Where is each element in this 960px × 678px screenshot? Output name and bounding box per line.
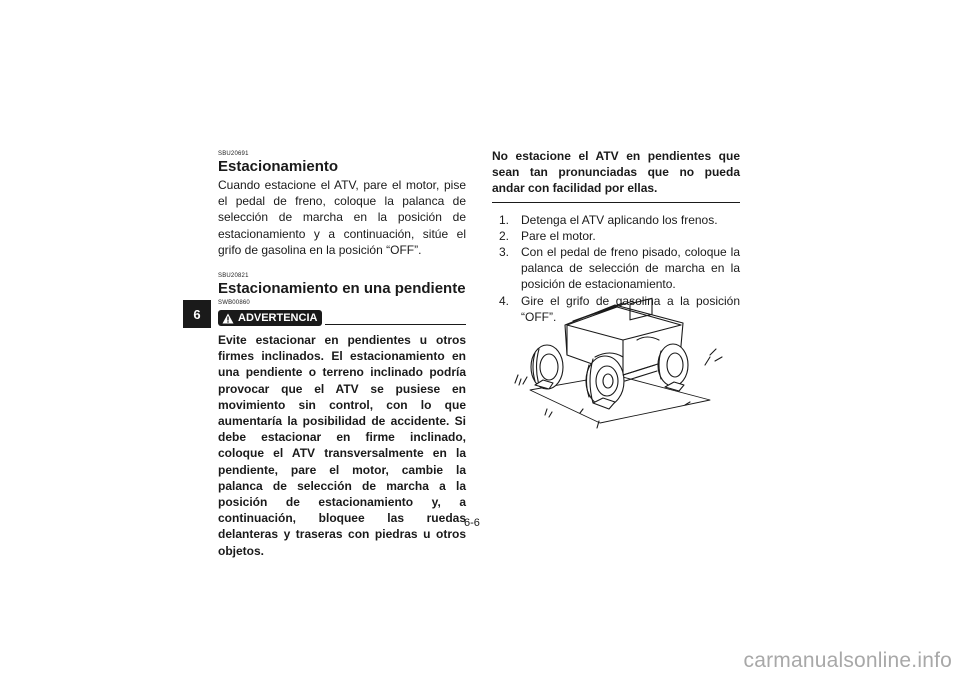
list-item: 4. Gire el grifo de gasolina a la posición “OFF”.: [499, 293, 740, 324]
section-code: SBU20691: [218, 151, 249, 157]
section-body-parking: Cuando estacione el ATV, pare el motor, pise el pedal de freno, coloque la palanca de selección de marcha en la posición de estacionamiento y a continuación, sitúe el grifo de gasolina en la posición “OFF”.: [218, 178, 466, 257]
page-number: 6-6: [464, 517, 480, 529]
warning-triangle-icon: [222, 313, 234, 324]
warning-code: SWB00860: [218, 300, 250, 307]
caution-text: No estacione el ATV en pendientes que sean tan pronunciadas que no pueda andar con facilidad por ellas.: [492, 149, 740, 196]
warning-badge: [218, 310, 322, 326]
section-code: SBU20821: [218, 273, 249, 280]
list-item: 3. Con el pedal de freno pisado, coloque la palanca de selección de marcha en la posición de estacionamiento.: [499, 245, 740, 292]
list-item: 2. Pare el motor.: [499, 228, 596, 243]
section-title-slope-parking: Estacionamiento en una pendiente: [218, 280, 466, 298]
list-item: 1. Detenga el ATV aplicando los frenos.: [499, 212, 718, 227]
section-title-parking: Estacionamiento: [218, 158, 339, 175]
warning-header: [218, 310, 466, 326]
warning-text: Evite estacionar en pendientes u otros firmes inclinados. El estacionamiento en una pendiente o terreno inclinado podría provocar que el ATV se pusiese en movimiento sin control, con lo que aumentaría la posibilidad de accidente. Si debe estacionar en firme inclinado, coloque el ATV transversalmente en la pendiente, pare el motor, cambie la palanca de selección de marcha a la posición de estacionamiento y, a continuación, bloquee las ruedas delanteras y traseras con piedras u otros objetos.: [218, 333, 466, 558]
left-column: [218, 150, 466, 559]
warning-label: ADVERTENCIA: [238, 312, 318, 325]
caution-divider: [492, 202, 740, 203]
footer-watermark: carmanualsonline.info: [743, 649, 952, 672]
warning-divider: [325, 324, 466, 325]
chapter-tab: 6: [183, 300, 211, 328]
atv-parked-illustration: [505, 295, 730, 435]
